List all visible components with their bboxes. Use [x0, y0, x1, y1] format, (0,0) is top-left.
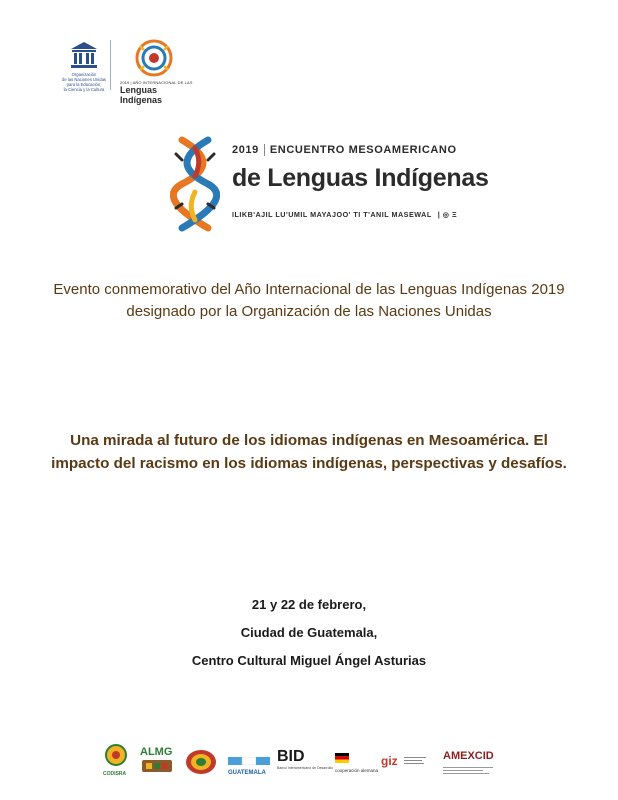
giz-lines-icon	[402, 755, 428, 765]
unesco-logo	[60, 40, 108, 92]
almg-label: ALMG	[140, 746, 173, 758]
guatemala-label: GUATEMALA	[228, 770, 266, 776]
coop-label: cooperación alemana	[335, 768, 379, 773]
event-tagline-text: ILIKB'AJIL LU'UMIL MAYAJOO' TI T'ANIL MASEWAL	[232, 210, 432, 219]
guatemala-logo	[228, 752, 270, 776]
almg-emblem-icon	[140, 758, 174, 774]
unesco-caption-line: para la Educación,	[66, 82, 102, 87]
iyil-title: Lenguas Indígenas	[120, 85, 163, 105]
bid-sublabel: Banco Interamericano de Desarrollo	[277, 766, 334, 770]
event-venue: Centro Cultural Miguel Ángel Asturias	[191, 653, 427, 668]
event-subtitle	[232, 144, 457, 156]
intro-paragraph: Evento conmemorativo del Año Internacional de las Lenguas Indígenas 2019 designado por la Organización de las Naciones Unidas	[53, 281, 565, 320]
divider	[264, 144, 265, 156]
event-city: Ciudad de Guatemala,	[240, 625, 378, 640]
guatemala-flag-icon	[228, 757, 270, 765]
event-title: de Lenguas Indígenas	[232, 164, 489, 192]
unesco-caption-line: Organización	[71, 72, 97, 77]
event-tagline	[232, 210, 457, 219]
event-tagline-marks: | ◎ Ξ	[437, 210, 458, 219]
document-title: Una mirada al futuro de los idiomas indígenas en Mesoamérica. El impacto del racismo en los idiomas indígenas, perspectivas y desafíos.	[51, 432, 567, 472]
unesco-caption-line: la Ciencia y la Cultura	[63, 87, 105, 92]
iyil-small-text: 2019 | AÑO INTERNACIONAL DE LAS	[120, 80, 193, 85]
german-flag-icon	[335, 753, 349, 763]
codisra-label: CODISRA	[103, 771, 127, 777]
header-divider	[110, 40, 111, 90]
amexcid-lines-icon	[443, 765, 497, 775]
giz-logo	[381, 752, 428, 770]
giz-label: giz	[381, 754, 398, 768]
amexcid-label: AMEXCID	[443, 750, 494, 762]
event-dates: 21 y 22 de febrero,	[251, 597, 367, 612]
bid-logo	[277, 748, 333, 770]
event-logo	[170, 134, 489, 234]
braid-emblem-icon	[170, 134, 220, 234]
iyil-logo	[120, 38, 200, 105]
event-year: 2019	[232, 144, 259, 156]
bid-label: BID	[277, 748, 305, 765]
sponsor-logos	[95, 744, 515, 780]
event-subtitle-text: ENCUENTRO MESOAMERICANO	[269, 144, 457, 156]
almg-logo	[140, 746, 174, 779]
cooperacion-alemana-logo	[335, 750, 378, 773]
seal-icon	[185, 748, 217, 776]
unesco-temple-icon	[69, 40, 99, 70]
iyil-emblem-icon	[134, 38, 174, 78]
unesco-caption-line: de las Naciones Unidas	[62, 77, 106, 82]
codisra-emblem-icon	[103, 744, 129, 766]
codisra-logo	[103, 744, 129, 777]
unesco-caption	[60, 72, 108, 92]
amexcid-logo	[443, 750, 497, 780]
mesoamerica-seal	[185, 748, 217, 781]
